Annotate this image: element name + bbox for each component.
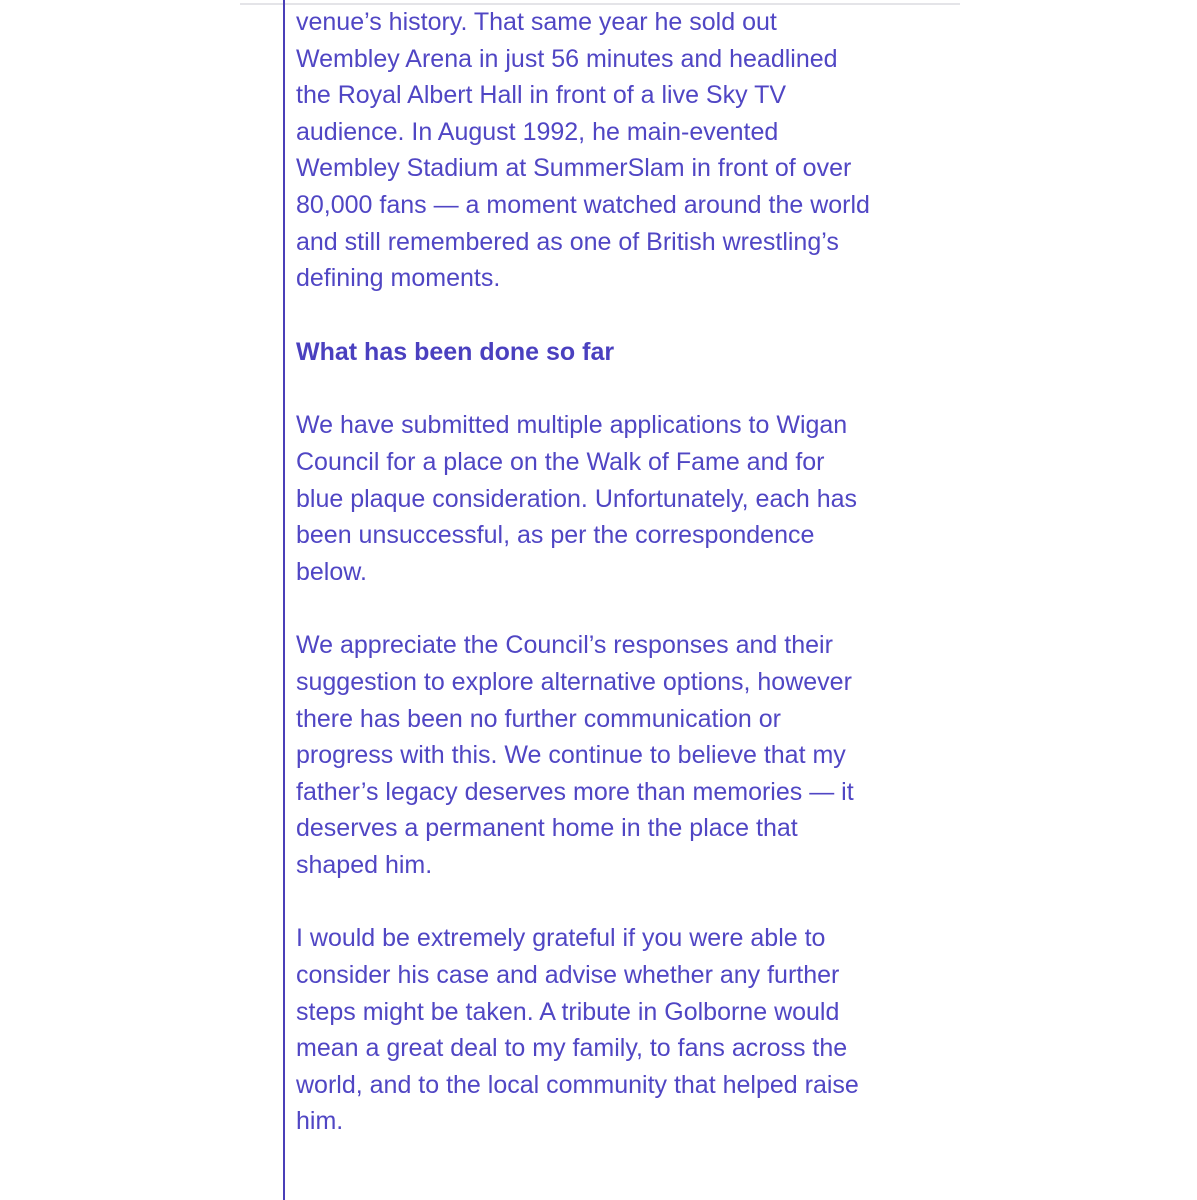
- quote-border-line: [283, 0, 285, 1200]
- paragraph-appreciation: We appreciate the Council’s responses and their suggestion to explore alternative options, however there has been no further communication or progress with this. We continue to believe that my father’s legacy deserves more than memories — it deserves a permanent home in the place that shaped him.: [296, 631, 854, 879]
- email-quoted-body: [296, 4, 926, 1140]
- section-heading: What has been done so far: [296, 337, 615, 366]
- paragraph-request: I would be extremely grateful if you were able to consider his case and advise whether any further steps might be taken. A tribute in Golborne would mean a great deal to my family, to fans across the world, and to the local community that helped raise him.: [296, 924, 859, 1136]
- paragraph-history: venue’s history. That same year he sold out Wembley Arena in just 56 minutes and headlined the Royal Albert Hall in front of a live Sky TV audience. In August 1992, he main-evented Wembley Stadium at SummerSlam in front of over 80,000 fans — a moment watched around the world and still remembered as one of British wrestling’s defining moments.: [296, 8, 870, 293]
- paragraph-applications: We have submitted multiple applications to Wigan Council for a place on the Walk of Fame and for blue plaque consideration. Unfortunately, each has been unsuccessful, as per the correspondence below.: [296, 411, 858, 586]
